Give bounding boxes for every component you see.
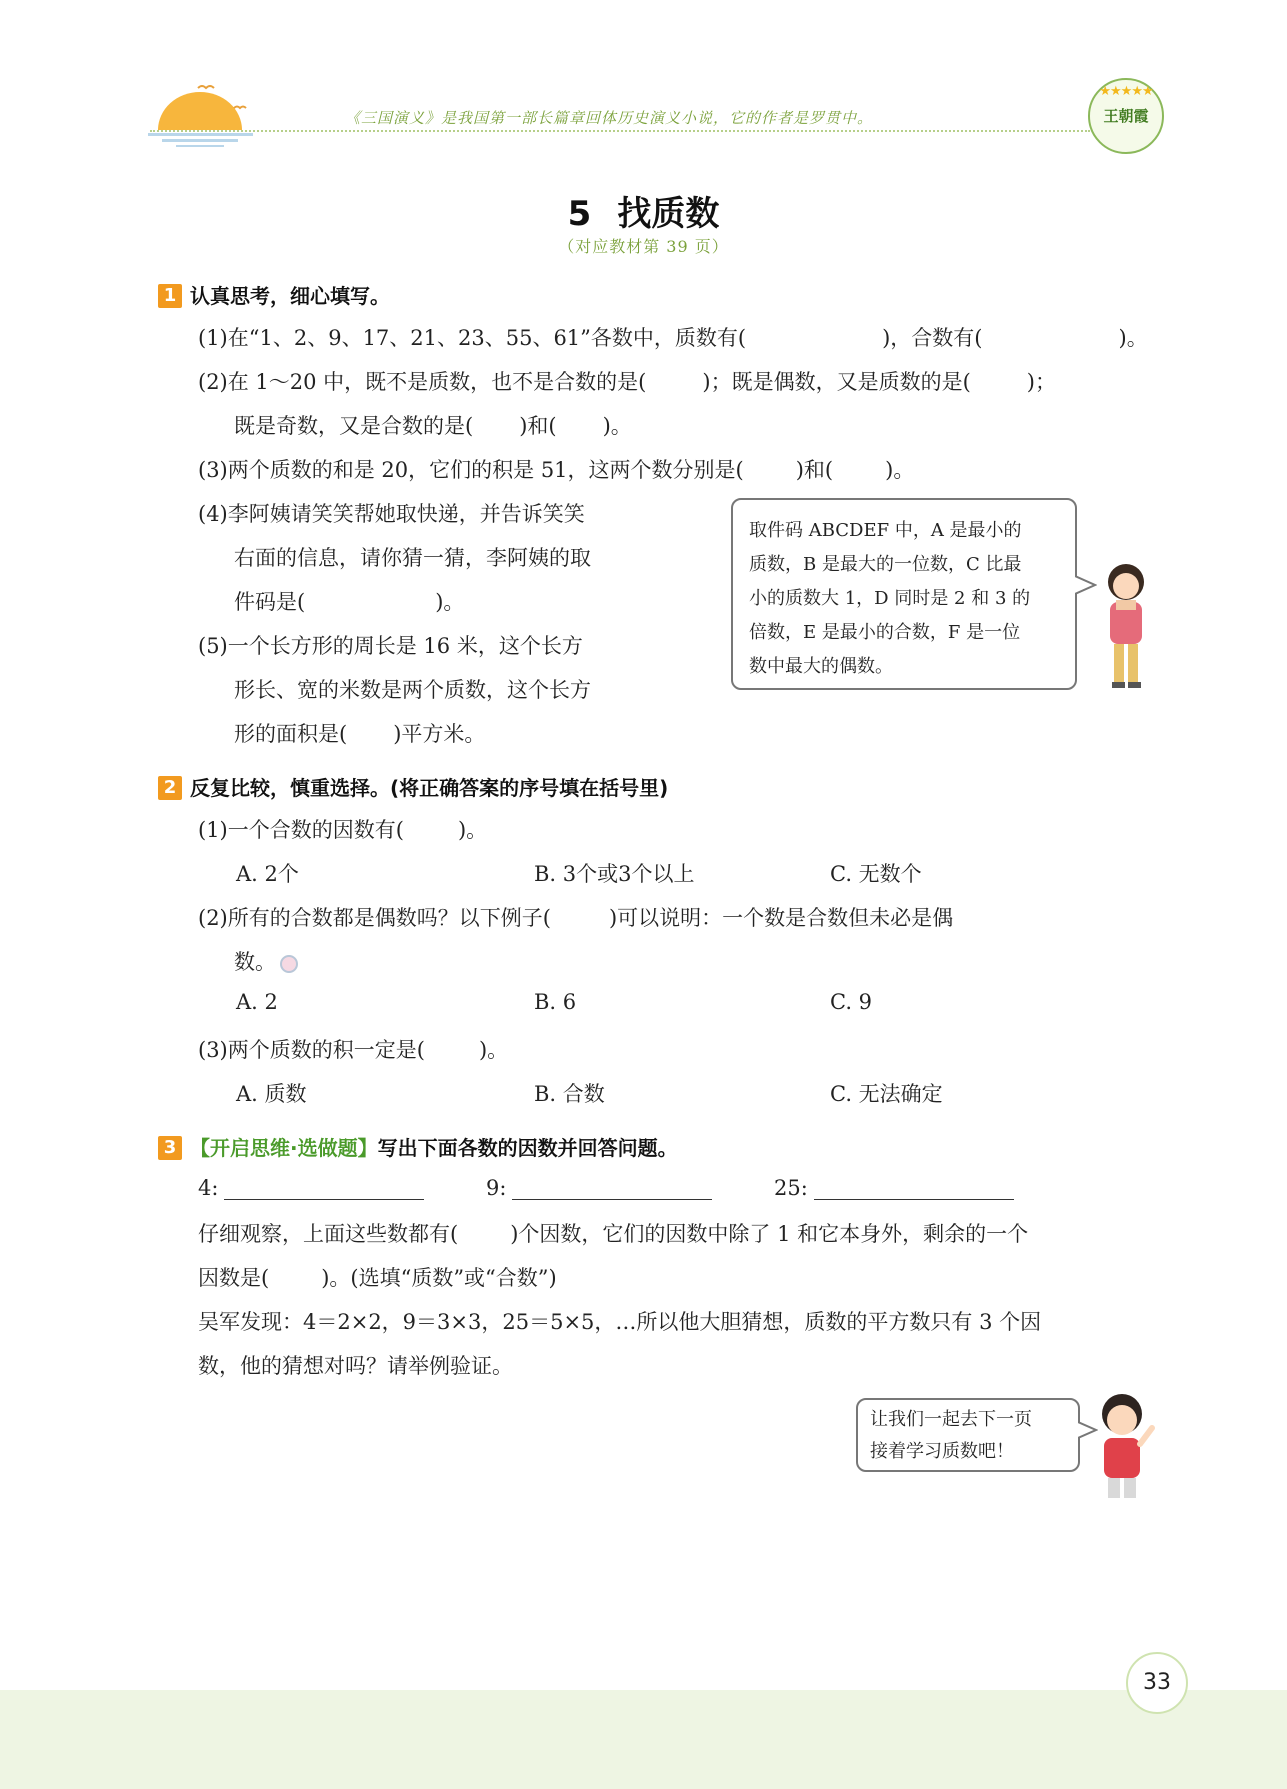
s2-q1: (1)一个合数的因数有( )。 xyxy=(198,818,488,842)
s1-q3: (3)两个质数的和是 20，它们的积是 51，这两个数分别是( )和( )。 xyxy=(198,458,915,482)
factor-25-field: 25: xyxy=(774,1176,1014,1200)
s1-q1: (1)在“1、2、9、17、21、23、55、61”各数中，质数有( )，合数有( )。 xyxy=(198,326,1148,350)
s2-q2-option-c: C. 9 xyxy=(830,990,873,1014)
s3-p2: 因数是( )。(选填“质数”或“合数”) xyxy=(198,1266,557,1290)
s1-q5-line3: 形的面积是( )平方米。 xyxy=(234,722,486,746)
lightbulb-icon xyxy=(280,955,298,973)
factor-9-field: 9: xyxy=(486,1176,712,1200)
logo-text: 王朝霞 xyxy=(1103,107,1149,125)
footer-background xyxy=(0,1690,1287,1789)
s2-q2-cont: 数。 xyxy=(234,946,298,976)
s3-p1: 仔细观察，上面这些数都有( )个因数，它们的因数中除了 1 和它本身外，剩余的一个 xyxy=(198,1222,1029,1246)
bubble-line: 取件码 ABCDEF 中，A 是最小的 xyxy=(749,520,1022,541)
s2-q2: (2)所有的合数都是偶数吗？以下例子( )可以说明：一个数是合数但未必是偶 xyxy=(198,906,954,930)
logo-badge xyxy=(1088,78,1164,154)
s3-p4: 数，他的猜想对吗？请举例验证。 xyxy=(198,1354,513,1378)
speech-bubble-next-page xyxy=(856,1398,1080,1472)
optional-tag: 【开启思维·选做题】 xyxy=(190,1136,378,1160)
bubble-line: 质数，B 是最大的一位数，C 比最 xyxy=(749,554,1022,575)
s2-q1-option-b: B. 3个或3个以上 xyxy=(534,862,695,886)
s1-q4-line3: 件码是( )。 xyxy=(234,590,465,614)
s2-q2-option-b: B. 6 xyxy=(534,990,577,1014)
page-subtitle: （对应教材第 39 页） xyxy=(558,237,729,256)
bubble-line: 小的质数大 1，D 同时是 2 和 3 的 xyxy=(749,588,1031,609)
stars-icon: ★★★★★ xyxy=(1099,84,1153,99)
factor-4-field: 4: xyxy=(198,1176,424,1200)
speech-bubble-hint xyxy=(731,498,1077,690)
bubble-line: 倍数，E 是最小的合数，F 是一位 xyxy=(749,622,1021,643)
bubble-tail-icon xyxy=(1075,574,1097,596)
section2-heading: 2 反复比较，慎重选择。(将正确答案的序号填在括号里) xyxy=(158,772,668,802)
boy-character-icon xyxy=(1094,1392,1158,1502)
s1-q2b: 既是奇数，又是合数的是( )和( )。 xyxy=(234,414,632,438)
bubble-line: 数中最大的偶数。 xyxy=(749,656,893,677)
section3-heading: 3 【开启思维·选做题】写出下面各数的因数并回答问题。 xyxy=(158,1132,678,1162)
s2-q1-option-c: C. 无数个 xyxy=(830,862,922,886)
header-quote: 《三国演义》是我国第一部长篇章回体历史演义小说，它的作者是罗贯中。 xyxy=(345,109,874,127)
s2-q3: (3)两个质数的积一定是( )。 xyxy=(198,1038,509,1062)
s2-q3-option-a: A. 质数 xyxy=(236,1082,307,1106)
s2-q3-option-b: B. 合数 xyxy=(534,1082,605,1106)
bubble-line: 让我们一起去下一页 xyxy=(870,1409,1032,1430)
bubble-line: 接着学习质数吧！ xyxy=(870,1441,1014,1462)
s1-q4-line2: 右面的信息，请你猜一猜，李阿姨的取 xyxy=(234,546,591,570)
s1-q5-line1: (5)一个长方形的周长是 16 米，这个长方 xyxy=(198,634,583,658)
s1-q2: (2)在 1～20 中，既不是质数，也不是合数的是( )；既是偶数，又是质数的是( )； xyxy=(198,370,1056,394)
sunset-illustration xyxy=(148,78,258,150)
page-number: 33 xyxy=(1126,1652,1188,1714)
page-title: 5 找质数 xyxy=(567,194,720,234)
girl-character-icon xyxy=(1098,560,1154,692)
s1-q5-line2: 形长、宽的米数是两个质数，这个长方 xyxy=(234,678,591,702)
s2-q3-option-c: C. 无法确定 xyxy=(830,1082,943,1106)
s3-p3: 吴军发现：4＝2×2，9＝3×3，25＝5×5，…所以他大胆猜想，质数的平方数只有 3 个因 xyxy=(198,1310,1042,1334)
s2-q1-option-a: A. 2个 xyxy=(236,862,299,886)
header-dotted-line xyxy=(150,130,1090,132)
section1-heading: 1 认真思考，细心填写。 xyxy=(158,280,390,310)
s2-q2-option-a: A. 2 xyxy=(236,990,278,1014)
s1-q4-line1: (4)李阿姨请笑笑帮她取快递，并告诉笑笑 xyxy=(198,502,585,526)
